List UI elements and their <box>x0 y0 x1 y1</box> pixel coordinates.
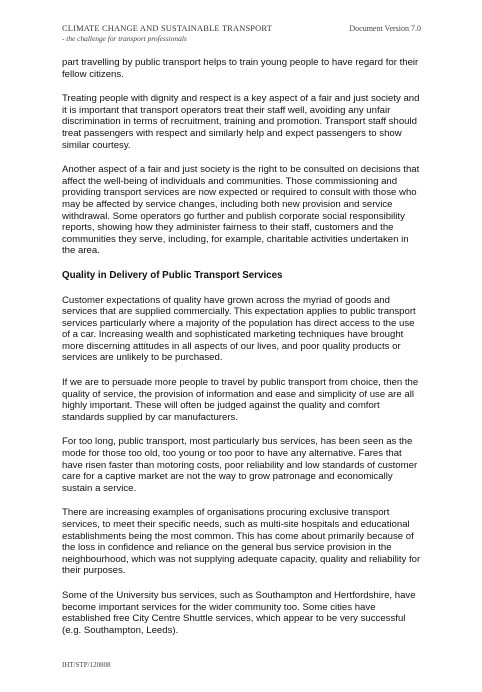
document-body <box>62 57 424 649</box>
footer-reference: IHT/STP/120808 <box>62 661 111 669</box>
header-subtitle: - the challenge for transport professionals <box>62 34 187 43</box>
paragraph: Customer expectations of quality have grown across the myriad of goods and services that are supplied commercially. This expectation applies to public transport services particularly where a majority of the population has direct access to the use of a car. Increasing wealth and sophisticated marketing techniques have brought more discerning attitudes in all aspects of our lives, and poor quality products or services are unlikely to be purchased. <box>62 294 416 364</box>
paragraph: Some of the University bus services, such as Southampton and Hertfordshire, have become important services for the wider community too. Some cities have established free City Centre Shuttle services, which appear to be very successful (e.g. Southampton, Leeds). <box>62 589 416 636</box>
document-version: Document Version 7.0 <box>349 24 421 33</box>
paragraph: If we are to persuade more people to travel by public transport from choice, then the quality of service, the provision of information and ease and simplicity of use are all highly important. These will often be judged against the quality and comfort standards supplied by car manufacturers. <box>62 377 419 423</box>
paragraph: For too long, public transport, most particularly bus services, has been seen as the mode for those too old, too young or too poor to have any alternative. Fares that have risen faster than motoring costs, poor reliability and low standards of customer care for a captive market are not the way to grow patronage and economically sustain a service. <box>62 436 418 494</box>
header-title: CLIMATE CHANGE AND SUSTAINABLE TRANSPORT <box>62 24 273 33</box>
section-heading: Quality in Delivery of Public Transport Services <box>62 269 283 281</box>
paragraph: There are increasing examples of organisations procuring exclusive transport services, to meet their specific needs, such as multi-site hospitals and educational establishments being the most common. This has come about primarily because of the loss in confidence and reliance on the general bus service provision in the neighbourhood, which was not supplying adequate capacity, quality and reliability for their purposes. <box>62 507 421 577</box>
paragraph: part travelling by public transport helps to train young people to have regard for their fellow citizens. <box>62 57 419 80</box>
paragraph: Treating people with dignity and respect is a key aspect of a fair and just society and it is important that transport operators treat their staff well, avoiding any unfair discrimination in terms of recruitment, training and promotion. Transport staff should treat passengers with respect and similarly help and expect passengers to show similar courtesy. <box>62 93 420 151</box>
paragraph: Another aspect of a fair and just society is the right to be consulted on decisions that affect the well-being of individuals and communities. Those commissioning and providing transport services are now expected or required to consult with those who may be affected by service changes, including both new provision and service withdrawal. Some operators go further and publish corporate social responsibility reports, showing how they administer fairness to their staff, customers and the communities they serve, including, for example, charitable activities undertaken in the area. <box>62 164 420 257</box>
